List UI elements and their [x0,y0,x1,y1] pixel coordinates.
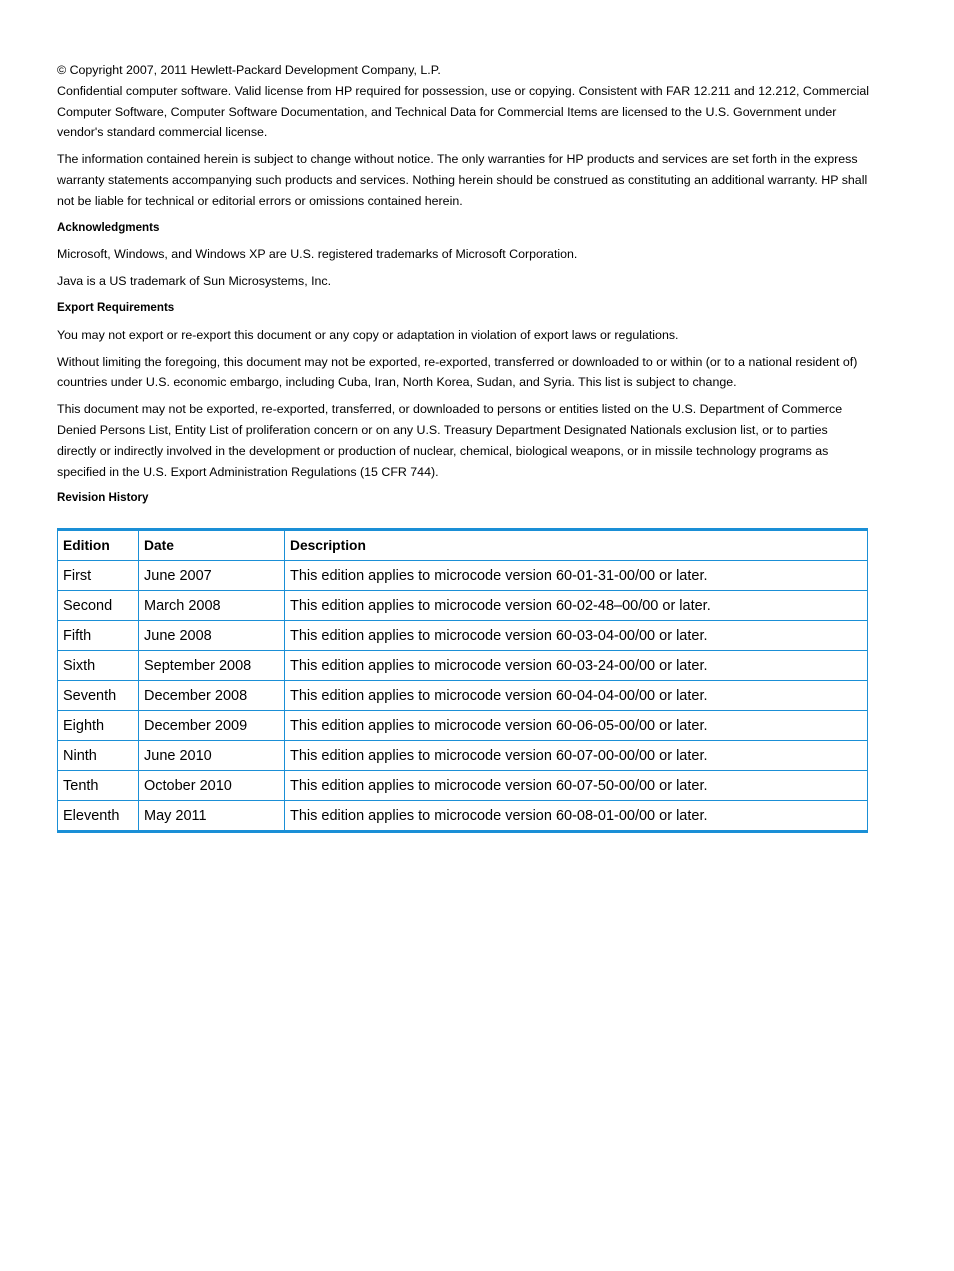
edition-cell: Eighth [58,711,139,741]
edition-cell: Second [58,591,139,621]
revision-history-table [57,528,868,833]
date-cell: October 2010 [139,771,285,801]
acknowledgments-heading: Acknowledgments [57,220,160,234]
date-cell: March 2008 [139,591,285,621]
header-description: Description [285,530,868,561]
date-cell: September 2008 [139,651,285,681]
date-cell: June 2007 [139,561,285,591]
export-paragraph-1: You may not export or re-export this document or any copy or adaptation in violation of export laws or regulations. [57,327,679,342]
table-row [58,711,868,741]
description-cell: This edition applies to microcode version 60-06-05-00/00 or later. [285,711,868,741]
table-row [58,651,868,681]
date-cell: May 2011 [139,801,285,832]
description-cell: This edition applies to microcode version 60-07-50-00/00 or later. [285,771,868,801]
date-cell: December 2009 [139,711,285,741]
table-row [58,741,868,771]
export-paragraph-2: Without limiting the foregoing, this document may not be exported, re-exported, transferred or downloaded to or within (or to a national resident of) countries under U.S. economic embargo, including Cuba, Iran, North Korea, Sudan, and Syria. This list is subject to change. [57,354,858,390]
table-row [58,681,868,711]
license-paragraph: Confidential computer software. Valid license from HP required for possession, use or copying. Consistent with FAR 12.211 and 12.212, Commercial Computer Software, Computer Software Documentation, and Technical Data for Commercial Items are licensed to the U.S. Government under vendor's standard commercial license. [57,83,869,140]
table-row [58,591,868,621]
date-cell: June 2008 [139,621,285,651]
edition-cell: Sixth [58,651,139,681]
edition-cell: Fifth [58,621,139,651]
acknowledgments-microsoft: Microsoft, Windows, and Windows XP are U.S. registered trademarks of Microsoft Corporation. [57,247,578,262]
description-cell: This edition applies to microcode version 60-08-01-00/00 or later. [285,801,868,832]
revision-history-heading: Revision History [57,491,149,505]
export-paragraph-3: This document may not be exported, re-exported, transferred, or downloaded to persons or entities listed on the U.S. Department of Commerce Denied Persons List, Entity List of proliferation concern or on any U.S. Treasury Department Designated Nationals exclusion list, or to parties directly or indirectly involved in the development or production of nuclear, chemical, biological weapons, or in missile technology programs as specified in the U.S. Export Administration Regulations (15 CFR 744). [57,402,843,479]
table-row [58,771,868,801]
edition-cell: First [58,561,139,591]
description-cell: This edition applies to microcode version 60-04-04-00/00 or later. [285,681,868,711]
description-cell: This edition applies to microcode version 60-03-24-00/00 or later. [285,651,868,681]
copyright-line: © Copyright 2007, 2011 Hewlett-Packard Development Company, L.P. [57,63,441,77]
export-heading: Export Requirements [57,300,175,314]
date-cell: December 2008 [139,681,285,711]
header-edition: Edition [58,530,139,561]
edition-cell: Seventh [58,681,139,711]
edition-cell: Ninth [58,741,139,771]
header-date: Date [139,530,285,561]
legal-notice [57,60,869,515]
description-cell: This edition applies to microcode version 60-03-04-00/00 or later. [285,621,868,651]
description-cell: This edition applies to microcode version 60-01-31-00/00 or later. [285,561,868,591]
description-cell: This edition applies to microcode version 60-07-00-00/00 or later. [285,741,868,771]
edition-cell: Eleventh [58,801,139,832]
date-cell: June 2010 [139,741,285,771]
warranty-paragraph: The information contained herein is subject to change without notice. The only warranties for HP products and services are set forth in the express warranty statements accompanying such products and services. Nothing herein should be construed as constituting an additional warranty. HP shall not be liable for technical or editorial errors or omissions contained herein. [57,152,868,208]
description-cell: This edition applies to microcode version 60-02-48–00/00 or later. [285,591,868,621]
table-header-row [58,530,868,561]
table-row [58,621,868,651]
table-row [58,801,868,832]
table-row [58,561,868,591]
acknowledgments-java: Java is a US trademark of Sun Microsystems, Inc. [57,274,332,289]
edition-cell: Tenth [58,771,139,801]
